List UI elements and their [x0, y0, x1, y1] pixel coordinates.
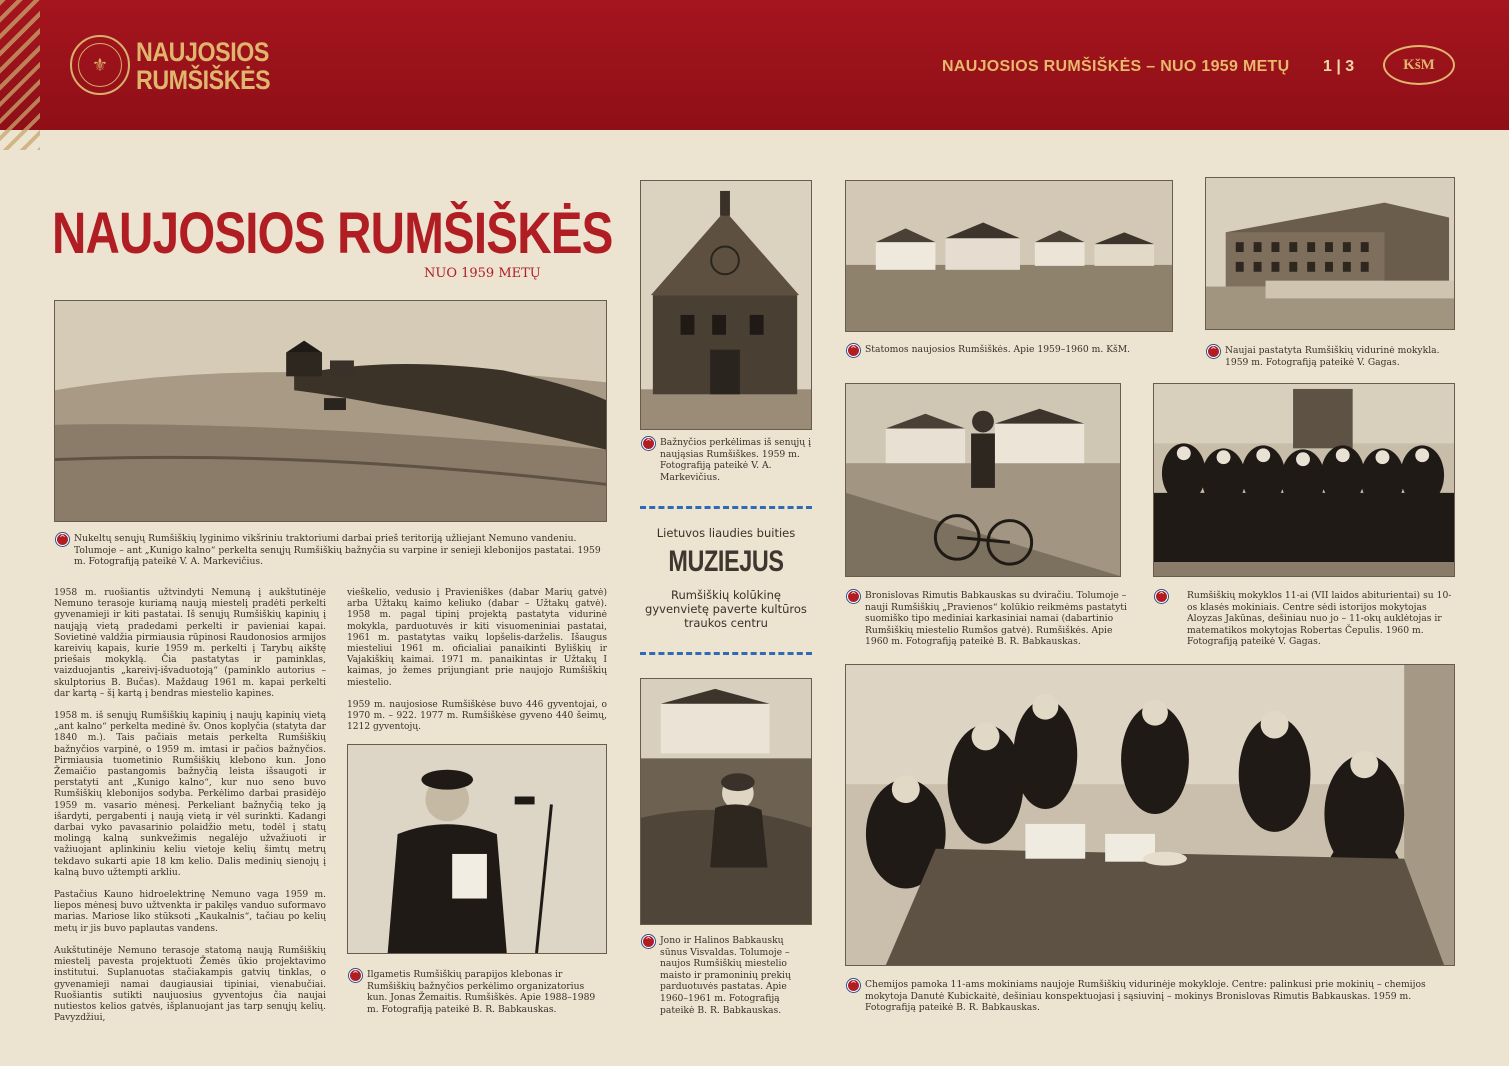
caption-photo-8: ^ Jono ir Halinos Babkauskų sūnus Visvaldas. Tolumoje – naujos Rumšiškių miestelio maisto ir pramoninių prekių parduotuvės pastatas. Apie 1960–1961 m. Fotografiją pateikė B. R. Babkauskas.	[642, 935, 812, 1016]
body-column-1	[54, 588, 326, 1035]
caption-photo-6: ^ Rumšiškių mokyklos 11-ai (VII laidos abiturientai) su 10-os klasės mokiniais. Centre sėdi istorijos mokytojas Aloyzas Jakūnas, dešiniau nuo jo – 11-okų auklėtojas ir matematikos mokytojas Robertas Čepulis. 1960 m. Fotografiją pateikė V. Gagas.	[1187, 590, 1457, 648]
caption-marker-icon: ^	[642, 437, 655, 450]
caption-photo-5: ^ Bronislovas Rimutis Babkauskas su dviračiu. Tolumoje – nauji Rumšiškių „Pravienos“ kolūkio reikmėms pastatyti suomiško tipo mediniai karkasiniai namai (dabartinio Rumšiškių miestelio Rumšos gatvė). Rumšiškės. Apie 1960 m. Fotografiją pateikė B. R. Babkauskas.	[847, 590, 1132, 648]
museum-label: Lietuvos liaudies buities	[656, 526, 796, 540]
photo-new-town-construction[interactable]	[845, 180, 1173, 332]
header-title: NAUJOSIOS RUMŠIŠKĖS – NUO 1959 METŲ	[942, 58, 1290, 75]
body-column-2	[347, 588, 607, 744]
divider-top	[640, 506, 812, 509]
page-subtitle: NUO 1959 METŲ	[424, 266, 541, 281]
caption-photo-7: ^ Ilgametis Rumšiškių parapijos klebonas ir Rumšiškių bažnyčios perkėlimo organizatorius kun. Jonas Žemaitis. Rumšiškės. Apie 1988–1989 m. Fotografiją pateikė B. R. Babkauskas.	[349, 969, 607, 1015]
caption-marker-icon: ^	[1207, 345, 1220, 358]
logo-line-2: RUMŠIŠKĖS	[136, 65, 271, 95]
caption-photo-1: ^ Nukeltų senųjų Rumšiškių lyginimo vikšriniu traktoriumi darbai prieš teritoriją užliejant Nemuno vandeniu. Tolumoje – ant „Kunigo kalno“ perkelta senųjų Rumšiškių bažnyčia su varpine ir senieji klebonijos pastatai. 1959 m. Fotografiją pateikė V. A. Markevičius.	[56, 533, 608, 568]
decorative-stripes	[0, 0, 40, 150]
caption-photo-2: ^ Bažnyčios perkėlimas iš senųjų į naująsias Rumšiškes. 1959 m. Fotografiją pateikė V. A. Markevičius.	[642, 437, 812, 483]
caption-photo-3: ^ Statomos naujosios Rumšiškės. Apie 1959–1960 m. KšM.	[847, 344, 1173, 356]
caption-marker-icon: ^	[847, 344, 860, 357]
body-paragraph: Aukštutinėje Nemuno terasoje statomą naują Rumšiškių miestelį pavesta projektuoti Žemės ūkio projektavimo institutui. Suplanuotas stačiakampis gatvių tinklas, o gyvenamieji namai daugiausiai tipiniai, vienabučiai. Ruošiantis sutikti naujuosius gyventojus čia naujai nutiestos kelios gatvės, išplanuojant jas tarp senųjų kelių. Pavyzdžiui,	[54, 945, 326, 1024]
caption-marker-icon: ^	[642, 935, 655, 948]
photo-boy-with-bicycle[interactable]	[845, 383, 1121, 577]
page-number: 1 | 3	[1323, 58, 1355, 75]
body-paragraph: 1959 m. naujosiose Rumšiškėse buvo 446 gyventojai, o 1970 m. – 922. 1977 m. Rumšiškėse gyveno 440 šeimų, 1212 gyventojų.	[347, 699, 607, 733]
caption-marker-icon: ^	[56, 533, 69, 546]
body-paragraph: vieškelio, vedusio į Pravieniškes (dabar Marių gatvė) arba Užtakų kaimo keliuko (dabar – Užtakų gatvė). 1958 m. pagal tipinį projektą pastatyta vidurinė mokykla, parduotuvės ir kiti visuomeniniai pastatai, 1961 m. pastatytas vaikų lopšelis-darželis. Išaugus miesteliui 1961 m. oficialiai panaikinti Bylišķių ir Vajakiškių kaimai. 1971 m. panaikintas ir Užtakų I kaimas, jo žemes prijungiant prie naujojo Rumšiškių miestelio.	[347, 588, 607, 688]
photo-priest-jonas-zemaitis[interactable]	[347, 744, 607, 954]
divider-bottom	[640, 652, 812, 655]
photo-child-visvaldas[interactable]	[640, 678, 812, 925]
photo-chemistry-lesson[interactable]	[845, 664, 1455, 966]
town-seal-logo[interactable]	[70, 35, 130, 95]
museum-partner-logo[interactable]: KšM	[1383, 45, 1455, 85]
fleur-de-lis-icon: ⚜	[78, 43, 122, 87]
caption-photo-9: ^ Chemijos pamoka 11-ams mokiniams naujoje Rumšiškių vidurinėje mokykloje. Centre: palinkusi prie mokinių – chemijos mokytoja Danutė Kubickaitė, dešiniau konspektuojasi į sąsiuvinį – mokinys Bronislovas Rimutis Babkauskas. 1959 m. Fotografiją pateikė B. R. Babkauskas.	[847, 979, 1455, 1014]
caption-marker-icon: ^	[847, 979, 860, 992]
caption-photo-4: ^ Naujai pastatyta Rumšiškių vidurinė mokykla. 1959 m. Fotografiją pateikė V. Gagas.	[1207, 345, 1457, 368]
photo-new-school[interactable]	[1205, 177, 1455, 330]
body-paragraph: Pastačius Kauno hidroelektrinę Nemuno vaga 1959 m. liepos mėnesį buvo užtvenkta ir pakilęs vanduo suformavo marias. Mariose liko stūksoti „Kaukalnis“, tačiau po kelių metų ir jis buvo paplautas vandens.	[54, 890, 326, 934]
header-logo-text[interactable]	[136, 38, 270, 94]
photo-leveling-old-town[interactable]	[54, 300, 607, 522]
logo-line-1: NAUJOSIOS	[136, 37, 269, 67]
photo-church-relocation[interactable]	[640, 180, 812, 430]
body-paragraph: 1958 m. ruošiantis užtvindyti Nemuną į aukštutinėje Nemuno terasoje kuriamą naują miestelį pradėti perkelti gyvenamieji ir kiti pastatai. Iš senųjų Rumšiškių kapinių į naująją vietą pradedami perkelti ir pavieniai kapai. Sovietinė valdžia pirmiausia rūpinosi Raudonosios armijos kareivių kapais, kurie 1959 m. perkelti į Tarybų aikštę priešais mokyklą. Čia pastatytas ir paminklas, vaizduojantis „kareivį-išvaduotoją“ (paminklo autorius – skulptorius B. Bučas). Maždaug 1961 m. kapai perkelti dar kartą – šį kartą į bendras miestelio kapines.	[54, 588, 326, 699]
body-paragraph: 1958 m. iš senųjų Rumšiškių kapinių į naujų kapinių vietą „ant kalno“ perkelta medinė šv. Onos koplyčia (statyta dar 1840 m.). Tais pačiais metais perkelta Rumšiškių bažnyčios varpinė, o 1959 m. imtasi ir pačios bažnyčios. Pirmiausia tuometinio Rumšiškių klebono kun. Jono Žemaičio pastangomis bažnyčią leista išsaugoti ir perstatyti ant „Kunigo kalno“, kur nuo seno buvo Rumšiškių klebonijos sodyba. Perkėlimo darbai prasidėjo 1959 m. vasario mėnesį. Perkeliant bažnyčią teko ją išardyti, pergabenti į naują vietą ir vėl surinkti. Kadangi darbai vyko pavasarinio polaidžio metu, todėl į statų molingą kalną sunkvežimis negalėjo užvažiuoti ir važiuojant aplinkiniu keliu vietoje kelių šimtų metrų tekdavo sukarti apie 18 km kelio. Dalis medinių sienojų į kalną buvo užtempti arkliu.	[54, 711, 326, 878]
caption-marker-icon: ^	[1155, 590, 1168, 603]
caption-marker-icon: ^	[847, 590, 860, 603]
caption-marker-icon: ^	[349, 969, 362, 982]
photo-school-graduates[interactable]	[1153, 383, 1455, 577]
museum-description: Rumšiškių kolūkinę gyvenvietę paverte kultūros traukos centru	[645, 588, 807, 630]
museum-name[interactable]: MUZIEJUS	[668, 545, 784, 578]
page-title: NAUJOSIOS RUMŠIŠKĖS	[52, 201, 613, 266]
